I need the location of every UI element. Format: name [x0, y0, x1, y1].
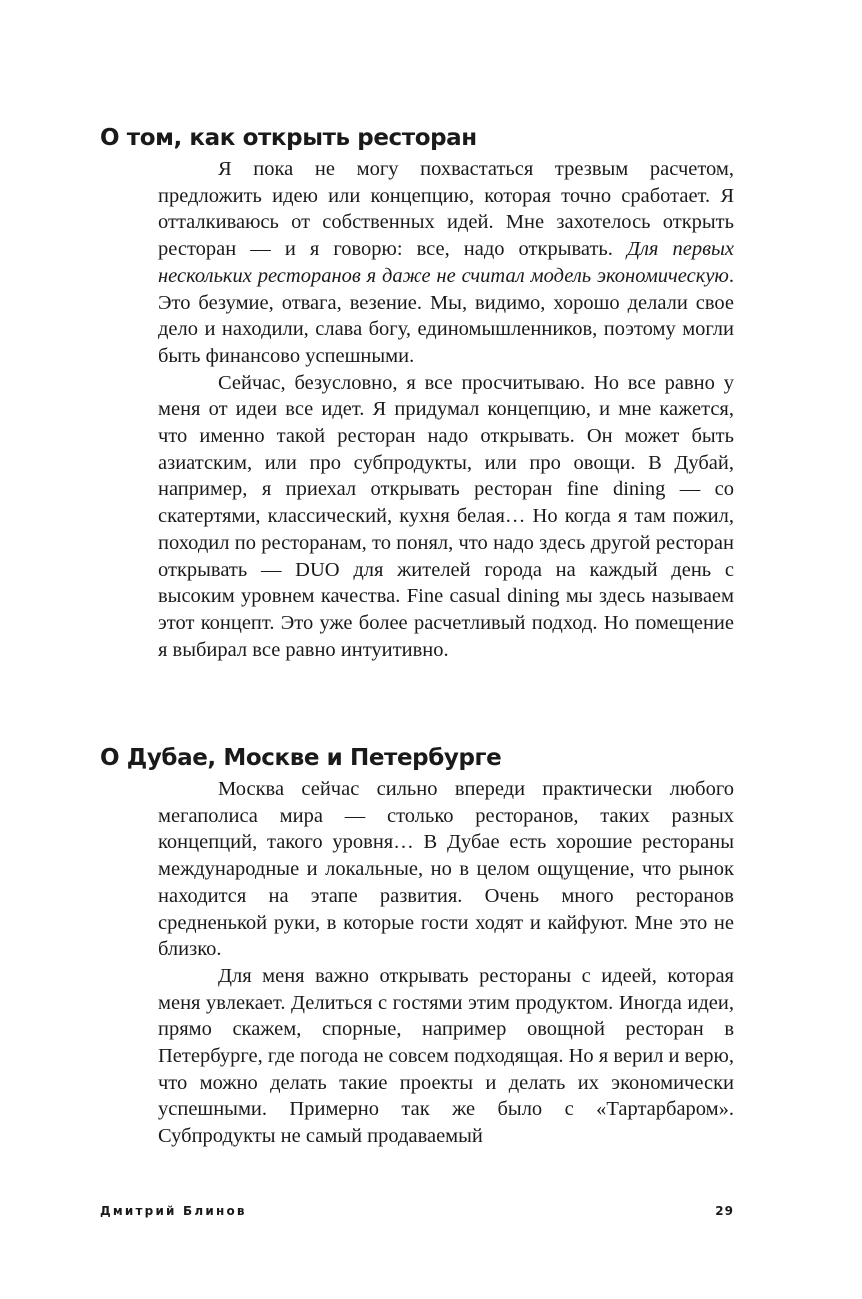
italic-phrase: Для первых нескольких ресторанов я даже не считал модель экономическую — [158, 238, 734, 287]
page-number: 29 — [715, 1204, 734, 1218]
paragraph: Сейчас, безусловно, я все просчитываю. Но все равно у меня от идеи все идет. Я придумал концепцию, и мне кажется, что именно такой ресторан надо открывать. Он может быть азиатским, или про субпродукты, или про овощи. В Дубай, например, я приехал открывать ресторан fine dining — со скатертями, классический, кухня белая… Но когда я там пожил, походил по ресторанам, то понял, что надо здесь другой ресторан открывать — DUO для жителей города на каждый день с высоким уровнем качества. Fine casual dining мы здесь называем этот концепт. Это уже более расчетливый подход. Но помещение я выбирал все равно интуитивно. — [158, 371, 734, 661]
paragraph-text: Я пока не могу похвастаться трезвым расчетом, предложить идею или концепцию, которая точно сработает. Я отталкиваюсь от собственных идей. Мне захотелось открыть ресторан — и я говорю: все, надо открывать. — [158, 158, 734, 261]
paragraph-text-continued: . Это безумие, отвага, везение. Мы, видимо, хорошо делали свое дело и находили, слава богу, единомышленников, поэтому могли быть финансово успешными. — [158, 264, 734, 367]
paragraph: Для меня важно открывать рестораны с идеей, которая меня увлекает. Делиться с гостями этим продуктом. Иногда идеи, прямо скажем, спорные, например овощной ресторан в Петербурге, где погода не совсем подходящая. Но я верил и верю, что можно делать такие проекты и делать их экономически успешными. Примерно так же было с «Тартарбаром». Субпродукты не самый продаваемый — [158, 964, 734, 1148]
running-footer-author: Дмитрий Блинов — [100, 1204, 247, 1218]
section-heading-dubai-moscow-petersburg: О Дубае, Москве и Петербурге — [100, 745, 502, 771]
paragraph — [158, 156, 734, 370]
section-body-dubai-moscow-petersburg — [158, 776, 734, 1150]
section-heading-opening-restaurant: О том, как открыть ресторан — [100, 125, 477, 151]
paragraph: Москва сейчас сильно впереди практически любого мегаполиса мира — столько ресторанов, таких разных концепций, такого уровня… В Дубае есть хорошие рестораны международные и локальные, но в целом ощущение, что рынок находится на этапе развития. Очень много ресторанов средненькой руки, в которые гости ходят и кайфуют. Мне это не близко. — [158, 778, 734, 961]
section-body-opening-restaurant — [158, 156, 734, 663]
